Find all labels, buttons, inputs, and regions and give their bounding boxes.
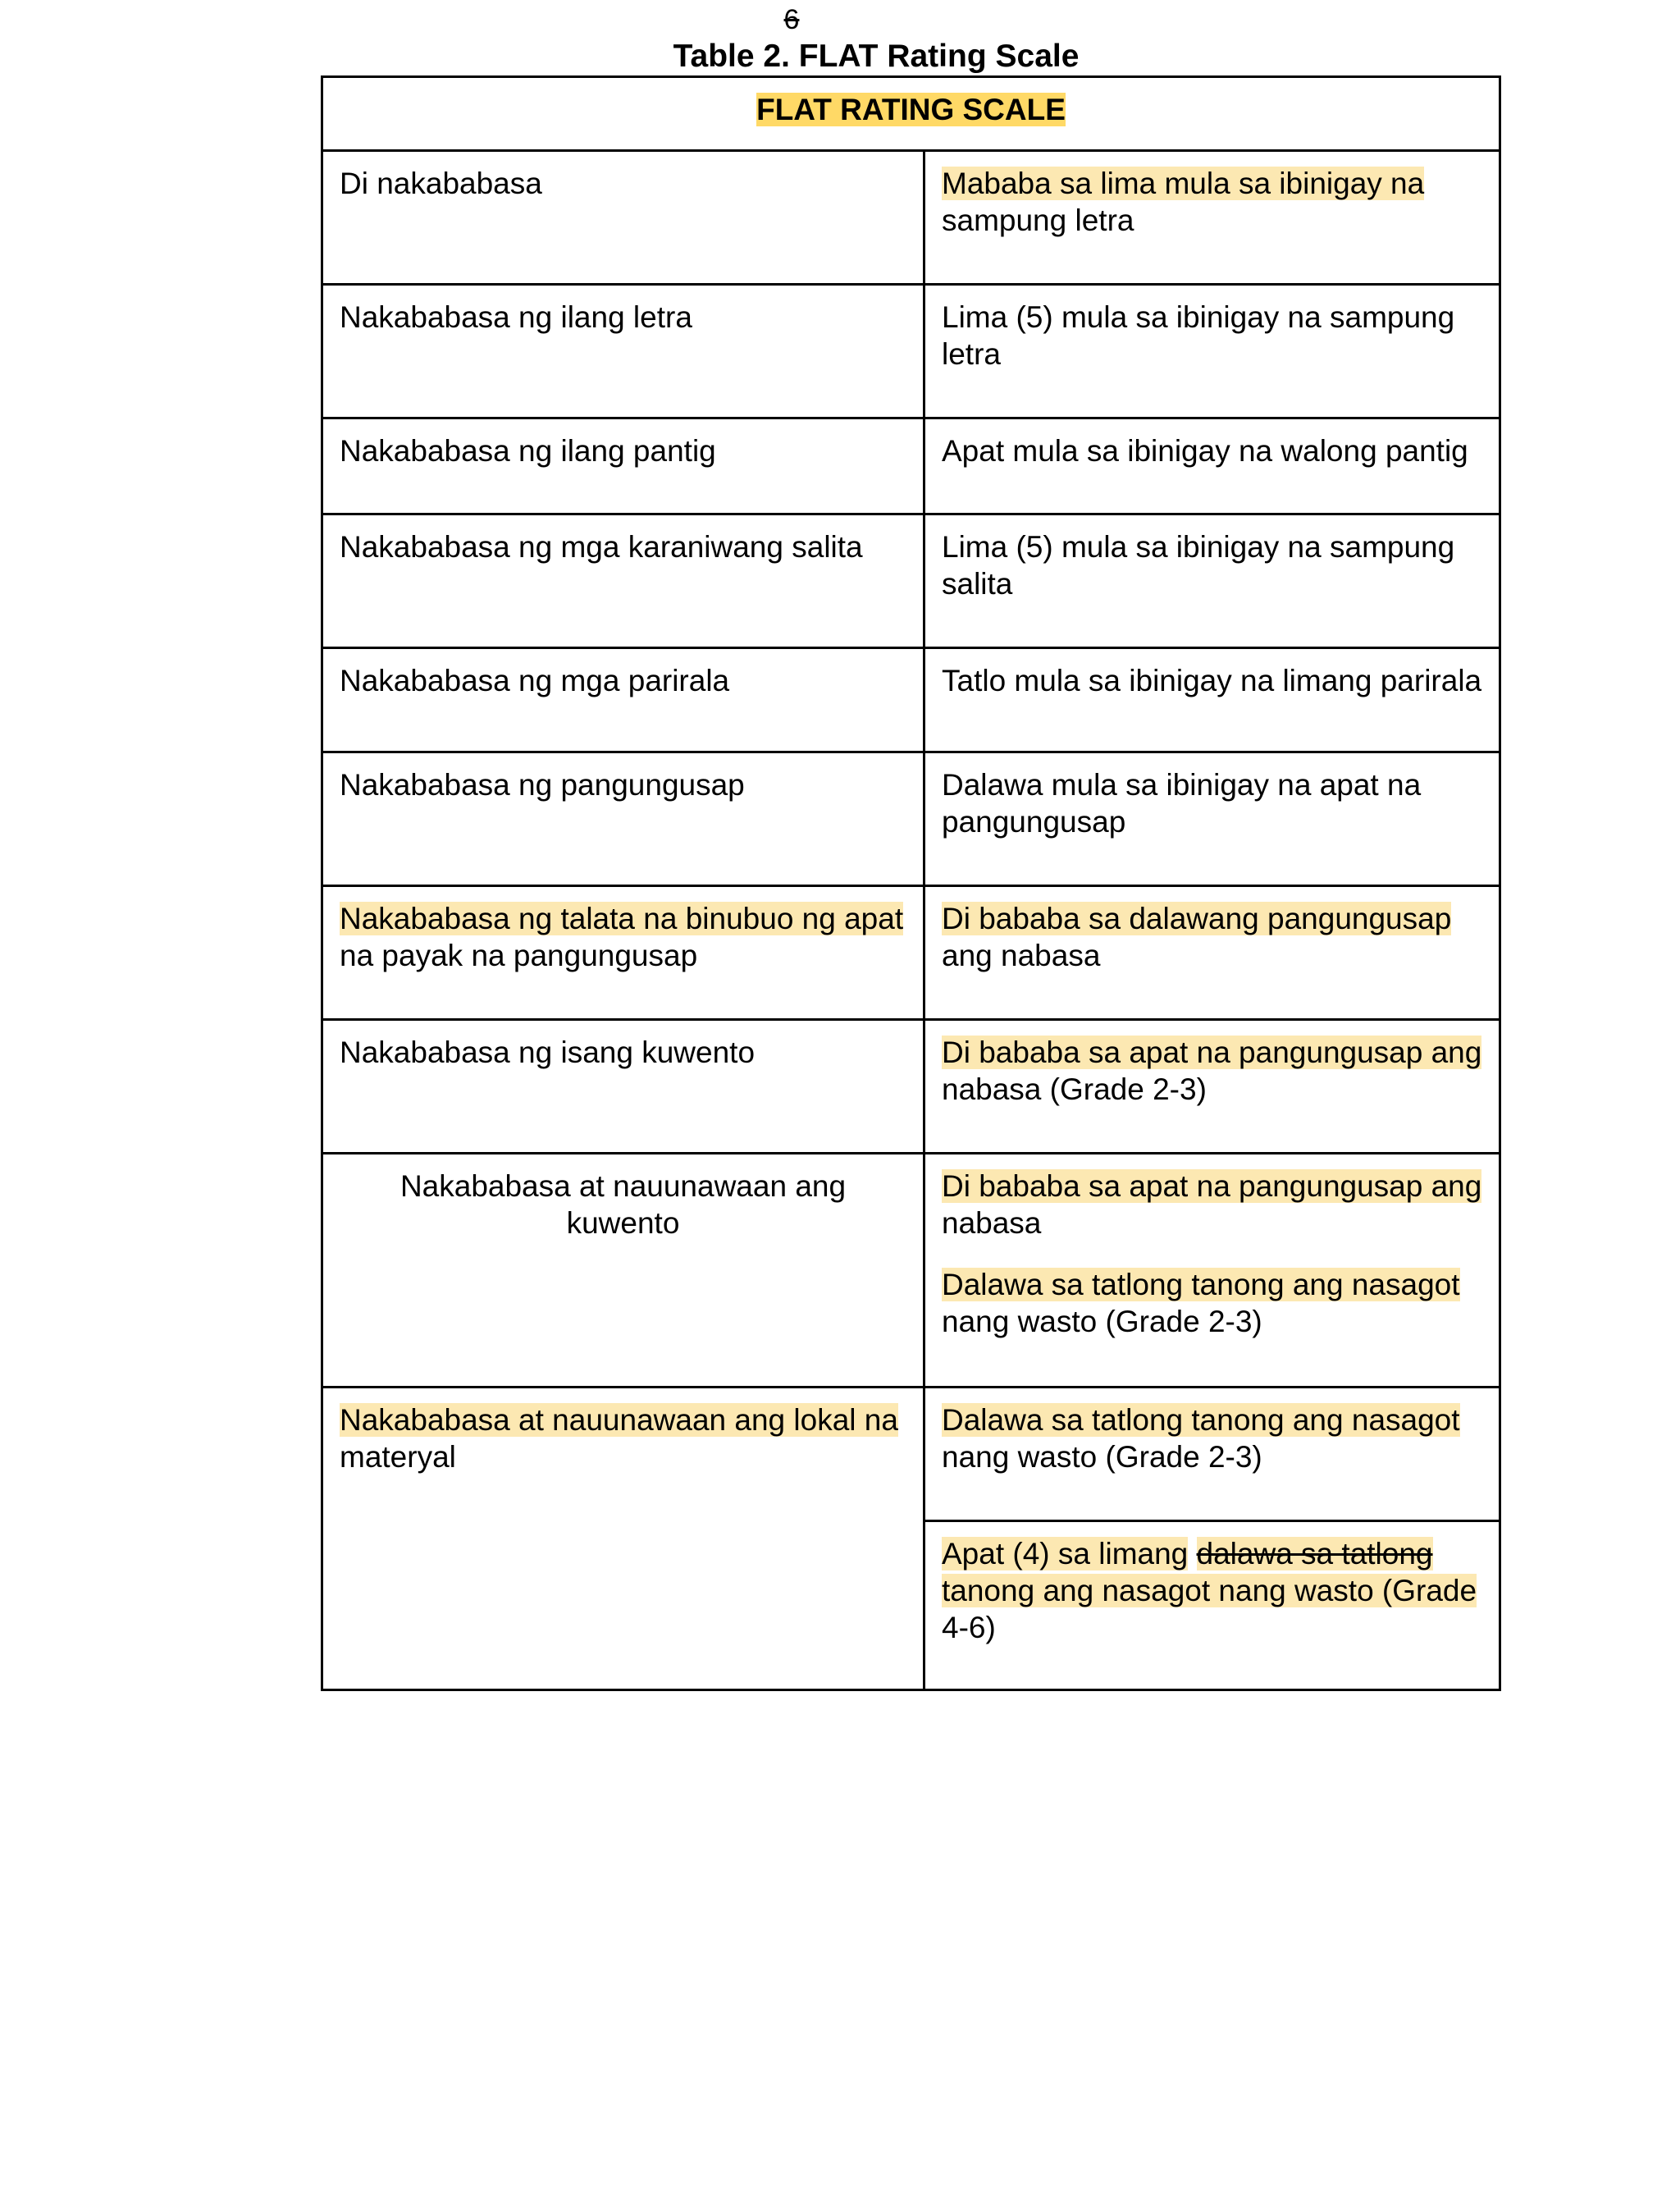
table-row (322, 1020, 1500, 1154)
criteria-cell: Dalawa mula sa ibinigay na apat na pangungusap (924, 752, 1500, 886)
level-cell: Nakababasa ng mga karaniwang salita (322, 514, 924, 648)
table-row (322, 151, 1500, 285)
level-cell: Nakababasa at nauunawaan ang lokal na materyal (322, 1388, 924, 1690)
criteria-cell: Mababa sa lima mula sa ibinigay na sampung letra (924, 151, 1500, 285)
table-header-row (322, 77, 1500, 151)
criteria-cell: Apat (4) sa limang dalawa sa tatlong tanong ang nasagot nang wasto (Grade 4-6) (924, 1521, 1500, 1690)
rating-scale-table (321, 75, 1501, 1691)
table-header-text: FLAT RATING SCALE (756, 93, 1066, 126)
level-cell: Nakababasa ng mga parirala (322, 648, 924, 752)
table-row (322, 418, 1500, 514)
table-row (322, 285, 1500, 418)
criteria-cell: Lima (5) mula sa ibinigay na sampung salita (924, 514, 1500, 648)
criteria-paragraph: Dalawa sa tatlong tanong ang nasagot nang wasto (Grade 2-3) (942, 1268, 1460, 1338)
table-header-cell (322, 77, 1500, 151)
criteria-cell: Tatlo mula sa ibinigay na limang parirala (924, 648, 1500, 752)
criteria-cell: Apat mula sa ibinigay na walong pantig (924, 418, 1500, 514)
criteria-cell: Di bababa sa apat na pangungusap ang nabasa (Grade 2-3) (924, 1020, 1500, 1154)
table-row (322, 886, 1500, 1020)
level-cell: Nakababasa ng ilang letra (322, 285, 924, 418)
table-row (322, 1388, 1500, 1521)
level-cell: Nakababasa ng isang kuwento (322, 1020, 924, 1154)
criteria-cell: Dalawa sa tatlong tanong ang nasagot nang wasto (Grade 2-3) (924, 1388, 1500, 1521)
level-cell: Nakababasa ng ilang pantig (322, 418, 924, 514)
level-cell: Nakababasa at nauunawaan ang kuwento (322, 1154, 924, 1388)
level-cell: Nakababasa ng pangungusap (322, 752, 924, 886)
level-cell: Nakababasa ng talata na binubuo ng apat na payak na pangungusap (322, 886, 924, 1020)
criteria-paragraph: Di bababa sa apat na pangungusap ang nabasa (942, 1169, 1482, 1240)
table-title: Table 2. FLAT Rating Scale (673, 39, 1080, 74)
criteria-cell: Di bababa sa dalawang pangungusap ang nabasa (924, 886, 1500, 1020)
page-number: 6 (783, 4, 800, 35)
table-row (322, 1154, 1500, 1388)
table-row (322, 514, 1500, 648)
criteria-cell (924, 1154, 1500, 1388)
table-row (322, 752, 1500, 886)
level-cell: Di nakababasa (322, 151, 924, 285)
criteria-cell: Lima (5) mula sa ibinigay na sampung letra (924, 285, 1500, 418)
table-row (322, 648, 1500, 752)
